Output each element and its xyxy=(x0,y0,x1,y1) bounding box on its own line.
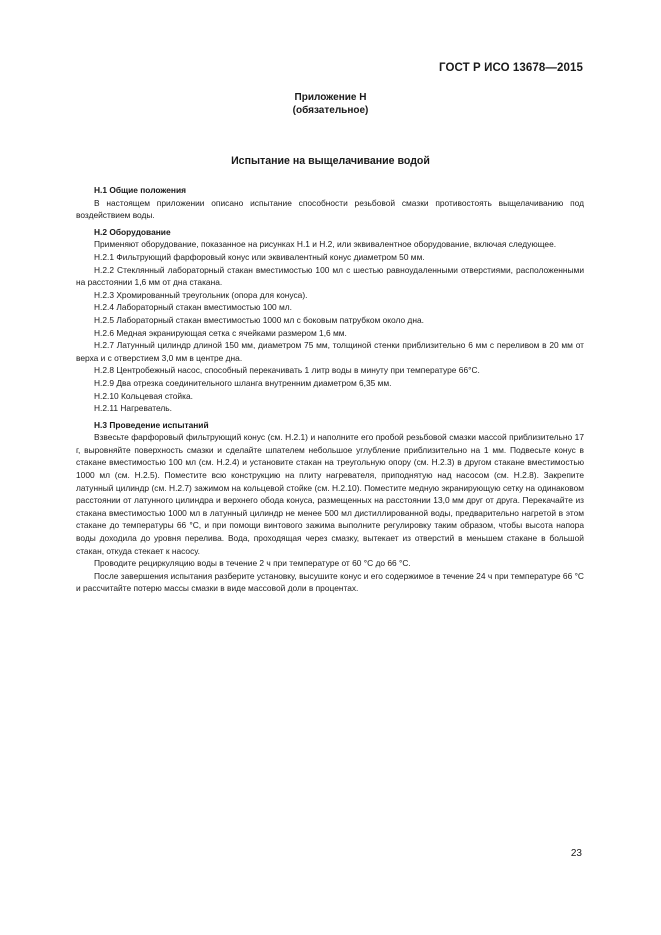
annex-main-title: Испытание на выщелачивание водой xyxy=(231,155,430,167)
section-heading-h3: Н.3 Проведение испытаний xyxy=(94,419,209,430)
list-item: Н.2.1 Фильтрующий фарфоровый конус или эквивалентный конус диаметром 50 мм. xyxy=(94,251,425,262)
list-item: Н.2.9 Два отрезка соединительного шланга внутренним диаметром 6,35 мм. xyxy=(94,377,392,388)
list-item: Н.2.11 Нагреватель. xyxy=(94,403,172,414)
list-item: Н.2.6 Медная экранирующая сетка с ячейками размером 1,6 мм. xyxy=(94,327,347,338)
list-item: Н.2.5 Лабораторный стакан вместимостью 1000 мл с боковым патрубком около дна. xyxy=(94,314,424,325)
paragraph: Проводите рециркуляцию воды в течение 2 ч при температуре от 60 °С до 66 °С. xyxy=(94,558,411,569)
page-number: 23 xyxy=(570,848,582,859)
paragraph: Взвесьте фарфоровый фильтрующий конус (см. Н.2.1) и наполните его пробой резьбовой смазки массой приблизительно 17 г, выровняйте поверхность смазки и сделайте шпателем небольшое углубление приблизительно на 1 мм. Подвесьте конус в стакане вместимостью 100 мл (см. Н.2.4) и установите стакан на треугольную опору (см. Н.2.3) в другом стакане вместимостью 1000 мл (см. Н.2.5). Поместите всю конструкцию на плиту нагревателя, приподнятую над насосом (см. Н.2.8). Закрепите латунный цилиндр (см. Н.2.7) зажимом на кольцевой стойке (см. Н.2.10). Поместите медную экранирующую сетку на одинаковом расстоянии от латунного цилиндра и верхнего обода конуса, размещенных на расстоянии 13,0 мм друг от друга. Перекачайте из стакана вместимостью 1000 мл в латунный цилиндр не менее 500 мл дистиллированной воды, предварительно нагретой в этом стакане до температуры 66 °С, и при помощи винтового зажима выполните регулировку таким образом, чтобы высота напора воды доходила до уровня перелива. Вода, проходящая через смазку, вытекает из отверстий в меньшем стакане в большой стакан, откуда стекает к насосу. xyxy=(76,432,584,556)
paragraph: В настоящем приложении описано испытание способности резьбовой смазки противостоять выщелачиванию под воздействием воды. xyxy=(76,197,584,221)
annex-heading xyxy=(0,92,661,117)
list-item: Н.2.3 Хромированный треугольник (опора для конуса). xyxy=(94,289,308,300)
annex-title: Приложение Н xyxy=(294,92,367,103)
document-code: ГОСТ Р ИСО 13678—2015 xyxy=(438,62,583,74)
list-item: Н.2.4 Лабораторный стакан вместимостью 100 мл. xyxy=(94,302,292,313)
section-heading-h1: Н.1 Общие положения xyxy=(94,185,187,195)
list-item: Н.2.2 Стеклянный лабораторный стакан вместимостью 100 мл с шестью равноудаленными отверстиями, расположенными на расстоянии 1,6 мм от дна стакана. xyxy=(76,264,584,288)
section-heading-h2: Н.2 Оборудование xyxy=(94,226,171,237)
list-item: Н.2.8 Центробежный насос, способный перекачивать 1 литр воды в минуту при температуре 66°С. xyxy=(94,365,480,376)
paragraph: После завершения испытания разберите установку, высушите конус и его содержимое в течение 24 ч при температуре 66 °С и рассчитайте потерю массы смазки в виде массовой доли в процентах. xyxy=(76,570,584,594)
list-item: Н.2.7 Латунный цилиндр длиной 150 мм, диаметром 75 мм, толщиной стенки приблизительно 6 мм с переливом в 20 мм от верха и с отверстием 3,0 мм в центре дна. xyxy=(76,340,584,363)
list-item: Н.2.10 Кольцевая стойка. xyxy=(94,390,193,401)
document-body xyxy=(76,184,584,595)
paragraph: Применяют оборудование, показанное на рисунках Н.1 и Н.2, или эквивалентное оборудование, включая следующее. xyxy=(94,239,557,250)
annex-status: (обязательное) xyxy=(292,104,369,116)
